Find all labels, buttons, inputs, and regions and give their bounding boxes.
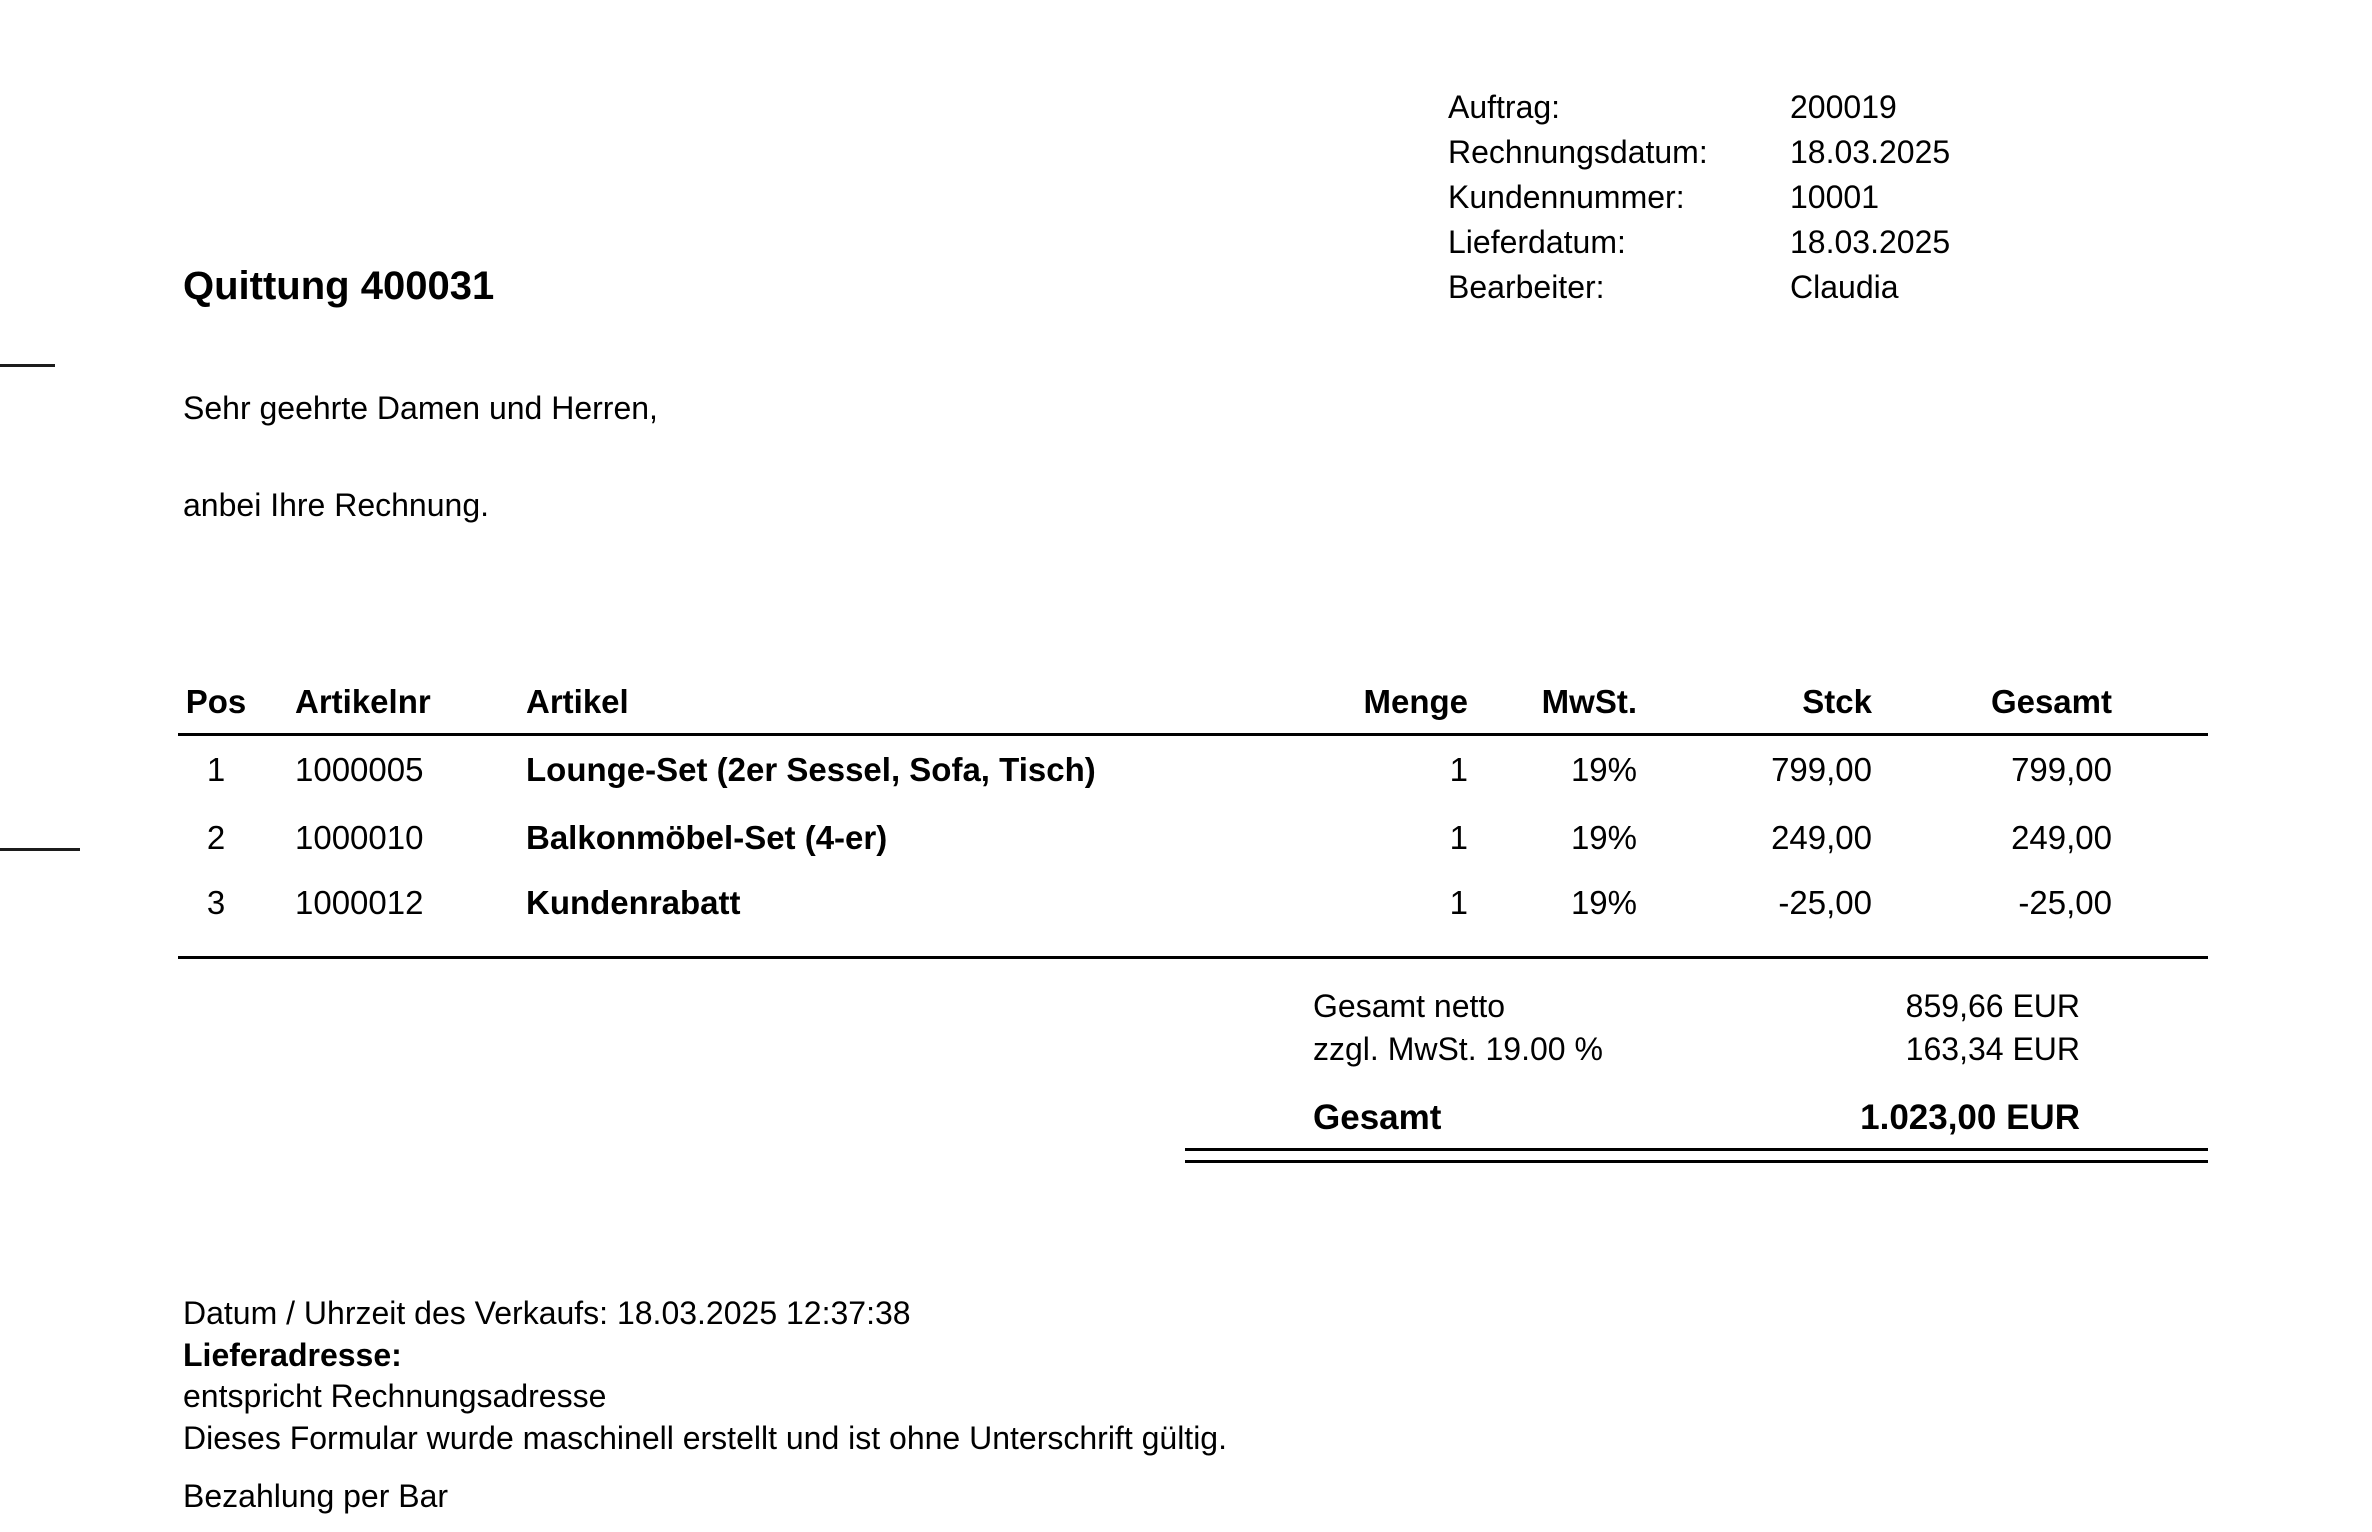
info-value: 18.03.2025 <box>1790 134 1951 170</box>
totals-grand-total-row <box>1313 1100 2080 1135</box>
column-header-stck: Stck <box>1802 683 1872 720</box>
column-header-artikelnr: Artikelnr <box>295 683 431 720</box>
cell-pos: 3 <box>206 884 226 921</box>
totals-grand-total-label: Gesamt <box>1313 1098 1442 1137</box>
cell-pos: 1 <box>206 751 226 788</box>
fold-mark-middle <box>0 848 80 851</box>
info-row-auftrag <box>1448 85 2268 130</box>
cell-stck: 799,00 <box>1771 751 1872 788</box>
info-label: Lieferdatum: <box>1448 224 1626 260</box>
totals-vat-value: 163,34 EUR <box>1905 1031 2080 1067</box>
delivery-address-label: Lieferadresse: <box>183 1336 402 1373</box>
info-value: 18.03.2025 <box>1790 224 1951 260</box>
column-header-pos: Pos <box>185 683 247 720</box>
info-row-bearbeiter <box>1448 265 2268 310</box>
table-row-item-2 <box>178 804 2208 872</box>
cell-pos: 2 <box>206 819 226 856</box>
table-header-row <box>178 670 2208 736</box>
totals-net-label: Gesamt netto <box>1313 988 1506 1024</box>
cell-gesamt: 249,00 <box>2011 819 2112 856</box>
info-row-kundennummer <box>1448 175 2268 220</box>
info-value: 200019 <box>1790 89 1897 125</box>
fold-mark-top <box>0 364 55 367</box>
delivery-address-value: entspricht Rechnungsadresse <box>183 1378 607 1414</box>
cell-mwst: 19% <box>1570 819 1637 856</box>
cell-menge: 1 <box>1449 819 1468 856</box>
cell-artikel: Lounge-Set (2er Sessel, Sofa, Tisch) <box>526 751 1096 788</box>
info-label: Auftrag: <box>1448 89 1561 125</box>
greeting-line: Sehr geehrte Damen und Herren, <box>183 390 658 426</box>
info-value: Claudia <box>1790 269 1899 305</box>
totals-vat-label: zzgl. MwSt. 19.00 % <box>1313 1031 1603 1067</box>
totals-net-row <box>1313 990 2080 1022</box>
cell-gesamt: 799,00 <box>2011 751 2112 788</box>
machine-note-line: Dieses Formular wurde maschinell erstellt und ist ohne Unterschrift gültig. <box>183 1419 1227 1456</box>
info-row-lieferdatum <box>1448 220 2268 265</box>
column-header-mwst: MwSt. <box>1541 683 1637 720</box>
cell-artikelnr: 1000010 <box>295 819 424 856</box>
cell-gesamt: -25,00 <box>2018 884 2112 921</box>
cell-menge: 1 <box>1449 751 1468 788</box>
payment-note-line: Bezahlung per Bar <box>183 1478 449 1514</box>
cell-stck: 249,00 <box>1771 819 1872 856</box>
table-row-item-1 <box>178 736 2208 804</box>
cell-artikelnr: 1000012 <box>295 884 424 921</box>
cell-stck: -25,00 <box>1778 884 1872 921</box>
items-table <box>178 670 2208 959</box>
sale-datetime-line: Datum / Uhrzeit des Verkaufs: 18.03.2025 12:37:38 <box>183 1295 911 1331</box>
column-header-gesamt: Gesamt <box>1990 683 2112 720</box>
greeting-line: anbei Ihre Rechnung. <box>183 487 489 523</box>
column-header-artikel: Artikel <box>526 683 629 720</box>
info-label: Rechnungsdatum: <box>1448 134 1708 170</box>
cell-mwst: 19% <box>1570 884 1637 921</box>
cell-menge: 1 <box>1449 884 1468 921</box>
cell-artikel: Balkonmöbel-Set (4-er) <box>526 819 888 856</box>
totals-net-value: 859,66 EUR <box>1905 988 2080 1024</box>
cell-artikelnr: 1000005 <box>295 751 424 788</box>
footer-block <box>183 1293 1227 1518</box>
grand-total-double-rule <box>1185 1148 2208 1163</box>
page-title: Quittung 400031 <box>183 264 495 308</box>
cell-mwst: 19% <box>1570 751 1637 788</box>
info-label: Bearbeiter: <box>1448 269 1605 305</box>
info-label: Kundennummer: <box>1448 179 1685 215</box>
table-row-item-3-discount-highlighted <box>178 872 2208 956</box>
cell-artikel: Kundenrabatt <box>526 884 741 921</box>
column-header-menge: Menge <box>1363 683 1468 720</box>
order-info-block <box>1448 85 2268 310</box>
info-row-rechnungsdatum <box>1448 130 2268 175</box>
totals-grand-total-value: 1.023,00 EUR <box>1860 1098 2080 1137</box>
totals-vat-row <box>1313 1033 2080 1065</box>
info-value: 10001 <box>1790 179 1879 215</box>
